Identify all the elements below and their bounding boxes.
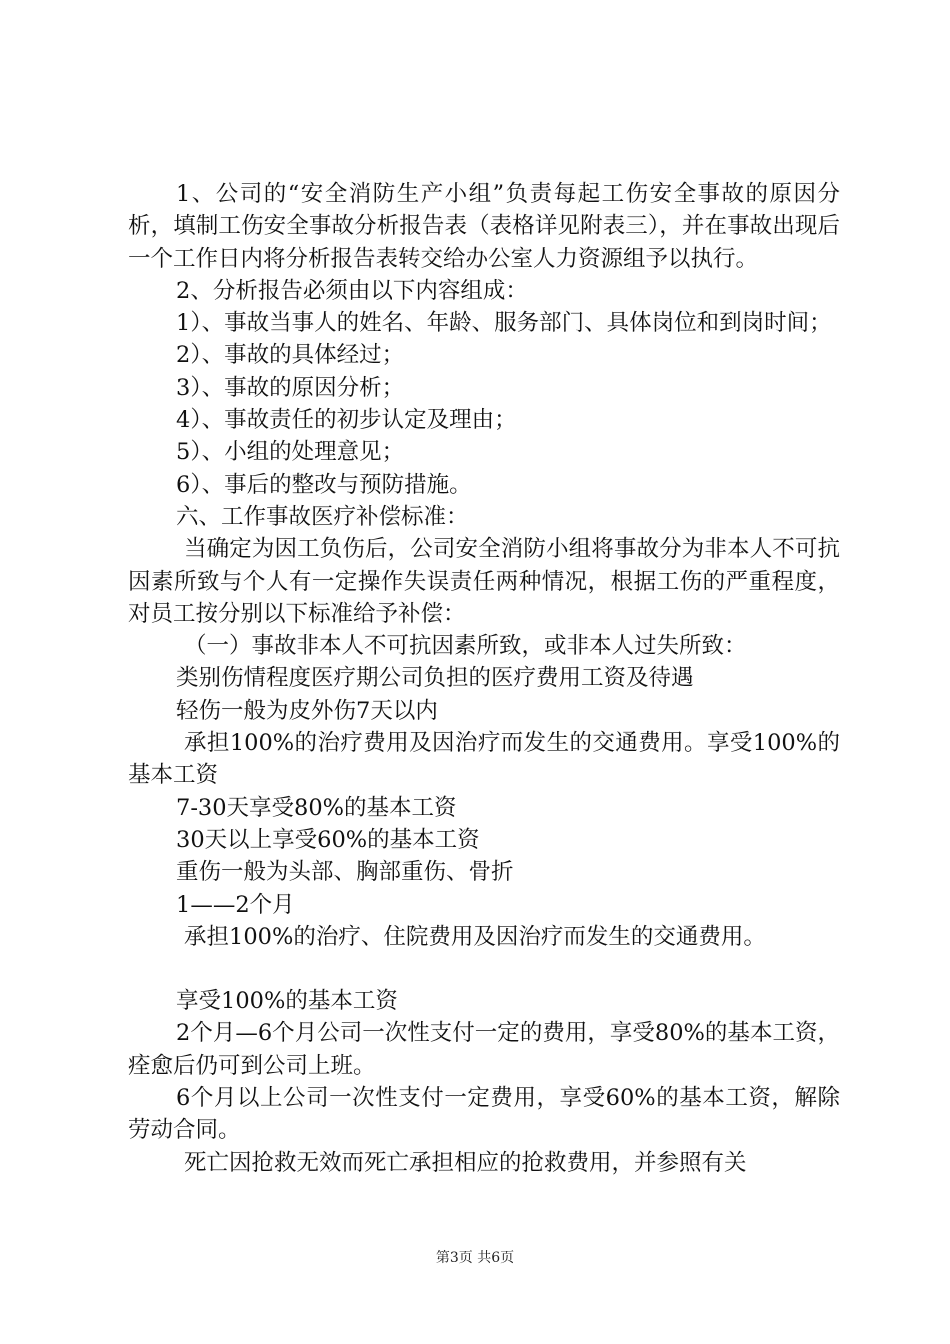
row-minor-injury-coverage: 承担100%的治疗费用及因治疗而发生的交通费用。享受100%的基本工资 xyxy=(128,730,840,789)
paragraph-analysis-responsibility: 1、公司的“安全消防生产小组”负责每起工伤安全事故的原因分析，填制工伤安全事故分析报告表（表格详见附表三），并在事故出现后一个工作日内将分析报告表转交给办公室人力资源组予以执行。 xyxy=(128,181,840,272)
document-body xyxy=(128,178,840,1179)
list-item-rectification: 6）、事后的整改与预防措施。 xyxy=(176,471,472,498)
section-heading-compensation: 六、工作事故医疗补偿标准： xyxy=(176,503,469,530)
list-item-cause: 3）、事故的原因分析； xyxy=(176,374,405,401)
paragraph-report-contents: 2、分析报告必须由以下内容组成： xyxy=(176,277,528,304)
list-item-process: 2）、事故的具体经过； xyxy=(176,342,405,369)
paragraph-compensation-intro: 当确定为因工负伤后，公司安全消防小组将事故分为非本人不可抗因素所致与个人有一定操作失误责任两种情况，根据工伤的严重程度，对员工按分别以下标准给予补偿： xyxy=(128,536,840,627)
row-minor-injury: 轻伤一般为皮外伤7天以内 xyxy=(176,697,438,724)
subsection-heading-non-fault: （一）事故非本人不可抗因素所致，或非本人过失所致： xyxy=(184,633,747,660)
list-item-opinion: 5）、小组的处理意见； xyxy=(176,439,405,466)
row-serious-coverage: 承担100%的治疗、住院费用及因治疗而发生的交通费用。 xyxy=(184,923,766,950)
row-minor-7-30-days: 7-30天享受80%的基本工资 xyxy=(176,794,457,821)
list-item-party-info: 1）、事故当事人的姓名、年龄、服务部门、具体岗位和到岗时间； xyxy=(176,310,832,337)
row-serious-1-2-months: 1——2个月 xyxy=(176,891,295,918)
row-death: 死亡因抢救无效而死亡承担相应的抢救费用，并参照有关 xyxy=(184,1149,747,1176)
list-item-responsibility: 4）、事故责任的初步认定及理由； xyxy=(176,407,517,434)
table-header-line: 类别伤情程度医疗期公司负担的医疗费用工资及待遇 xyxy=(176,665,694,692)
row-minor-over-30-days: 30天以上享受60%的基本工资 xyxy=(176,826,480,853)
row-serious-2-6-months: 2个月—6个月公司一次性支付一定的费用，享受80%的基本工资，痊愈后仍可到公司上班。 xyxy=(128,1020,840,1079)
row-serious-injury: 重伤一般为头部、胸部重伤、骨折 xyxy=(176,859,514,886)
row-serious-over-6-months: 6个月以上公司一次性支付一定费用，享受60%的基本工资，解除劳动合同。 xyxy=(128,1085,840,1144)
row-serious-wage: 享受100%的基本工资 xyxy=(176,988,398,1015)
blank-line xyxy=(128,953,840,985)
page-number-footer: 第3页 共6页 xyxy=(435,1250,515,1266)
